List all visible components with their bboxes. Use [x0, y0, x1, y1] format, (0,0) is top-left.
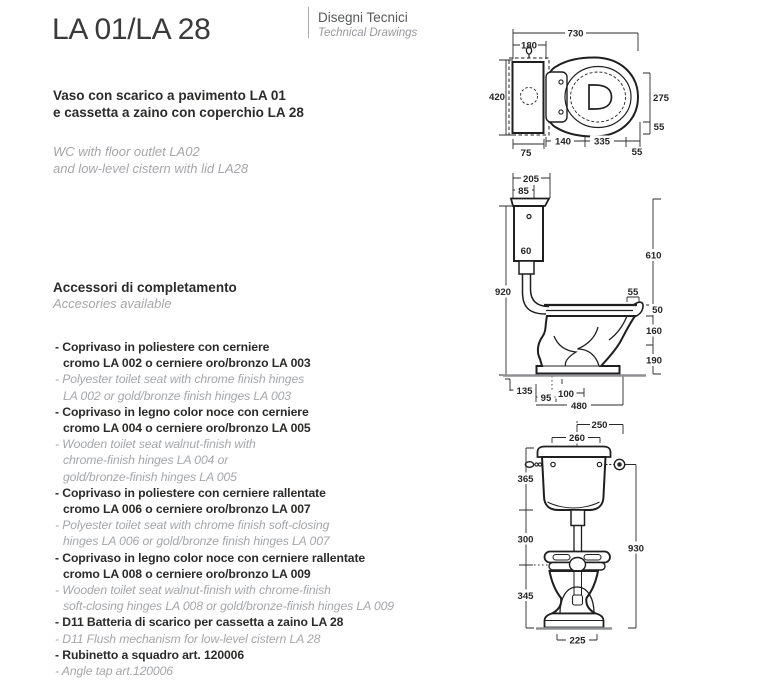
dim-seat-thickness: 50	[652, 305, 663, 316]
list-item-continuation: cromo LA 004 o cerniere oro/bronzo LA 005	[63, 421, 311, 436]
pipe-connector	[571, 510, 585, 526]
cistern-plan	[513, 62, 544, 133]
list-item: - Coprivaso in legno color noce con cerniere	[55, 404, 309, 419]
dim-tap-offset: 250	[591, 420, 608, 431]
list-item-continuation: LA 002 or gold/bronze finish hinges LA 003	[63, 388, 291, 403]
dim-back: 135	[516, 386, 533, 397]
list-item: - Coprivaso in legno color noce con cerniere rallentate	[55, 550, 366, 565]
list-item: - Polyester toilet seat with chrome finish hinges	[55, 372, 305, 387]
cistern-front	[542, 457, 606, 510]
dim-cistern-width: 180	[520, 40, 538, 52]
cistern-lid-side	[511, 199, 549, 207]
cistern-lid-front	[538, 447, 611, 458]
list-item-continuation: soft-closing hinges LA 008 or gold/bronze-finish hinges LA 009	[63, 599, 394, 614]
section-title-italian: Disegni Tecnici	[318, 10, 408, 25]
dim-side-offset: 55	[653, 122, 665, 133]
side-wc-shape	[503, 199, 646, 376]
list-item: - Rubinetto a squadro art. 120006	[55, 647, 245, 662]
product-description-italian	[53, 87, 304, 121]
dim-cistern-width-front: 260	[568, 433, 586, 444]
dim-upper-height: 610	[645, 250, 662, 262]
dim-pipe: 60	[520, 246, 532, 257]
accessories-heading	[53, 280, 237, 311]
list-item-continuation: cromo LA 002 o cerniere oro/bronzo LA 003	[63, 356, 311, 371]
description-line: WC with floor outlet LA02	[53, 144, 200, 159]
hinge-plate	[546, 72, 567, 122]
accessories-list	[55, 339, 394, 679]
list-item: - Polyester toilet seat with chrome finish soft-closing	[55, 518, 330, 533]
description-line: and low-level cistern with lid LA28	[53, 160, 249, 176]
description-line: e cassetta a zaino con coperchio LA 28	[53, 105, 304, 120]
list-item: - Coprivaso in poliestere con cerniere rallentate	[55, 485, 326, 500]
list-item-continuation: cromo LA 006 o cerniere oro/bronzo LA 007	[63, 502, 311, 517]
side-view-drawing	[485, 168, 677, 418]
list-item: - Coprivaso in poliestere con cerniere	[55, 340, 270, 354]
product-description-english	[53, 144, 248, 177]
list-item: - D11 Flush mechanism for low-level cistern LA 28	[55, 631, 321, 646]
section-title-english: Technical Drawings	[318, 27, 418, 39]
list-item: - Wooden toilet seat walnut-finish with chrome-finish	[55, 583, 331, 598]
dim-gap: 140	[554, 136, 572, 148]
dim-length: 480	[570, 401, 588, 412]
dim-overall-width: 730	[567, 28, 584, 40]
description-line: Vaso con scarico a pavimento LA 01	[53, 88, 286, 103]
page-title: LA 01/LA 28	[52, 13, 211, 46]
dim-total-height-front: 930	[627, 543, 645, 555]
front-view-drawing	[485, 418, 680, 678]
dim-front-offset: 55	[631, 147, 643, 158]
dim-base-width: 225	[569, 635, 586, 647]
dim-mid-height: 160	[645, 326, 663, 337]
plan-view-drawing	[485, 24, 677, 164]
list-item: - D11 Batteria di scarico per cassetta a zaino LA 28	[55, 615, 344, 630]
dim-cistern-height: 365	[517, 474, 534, 485]
dim-lid: 85	[518, 186, 529, 197]
section-header	[318, 10, 417, 39]
dim-depth: 420	[488, 92, 506, 103]
dim-mid-height-front: 300	[517, 534, 534, 546]
flush-pipe-side	[523, 274, 550, 314]
chain-pull	[525, 462, 533, 468]
dim-outlet: 95	[540, 393, 552, 404]
list-item-continuation: gold/bronze-finish hinges LA 005	[63, 469, 237, 484]
list-item: - Wooden toilet seat walnut-finish with	[55, 437, 256, 452]
header-divider	[308, 7, 309, 38]
list-item-continuation: cromo LA 008 o cerniere oro/bronzo LA 009	[63, 566, 311, 581]
dim-outlet-center: 100	[557, 389, 575, 400]
accessories-heading-english: Accesories available	[53, 296, 172, 311]
dim-lip: 55	[627, 287, 639, 298]
flush-valve	[519, 261, 534, 274]
dim-bowl-length: 335	[593, 136, 611, 148]
dim-bowl-width: 275	[652, 93, 670, 104]
dim-bowl-height-front: 345	[517, 591, 534, 602]
list-item-continuation: chrome-finish hinges LA 004 or	[63, 453, 229, 468]
dim-cistern-depth: 75	[520, 148, 532, 159]
dim-base-height: 190	[645, 355, 663, 367]
seat-lip	[634, 302, 643, 317]
list-item: - Angle tap art.120006	[55, 664, 173, 679]
front-wc-shape	[525, 447, 624, 629]
pipe-joint	[570, 558, 586, 572]
list-item-continuation: hinges LA 006 or gold/bronze finish hinges LA 007	[63, 534, 330, 549]
accessories-heading-italian: Accessori di completamento	[53, 280, 237, 295]
plan-wc-shape	[509, 47, 638, 137]
dim-total-height: 920	[494, 287, 512, 298]
dim-cistern-depth-side: 205	[522, 174, 540, 185]
